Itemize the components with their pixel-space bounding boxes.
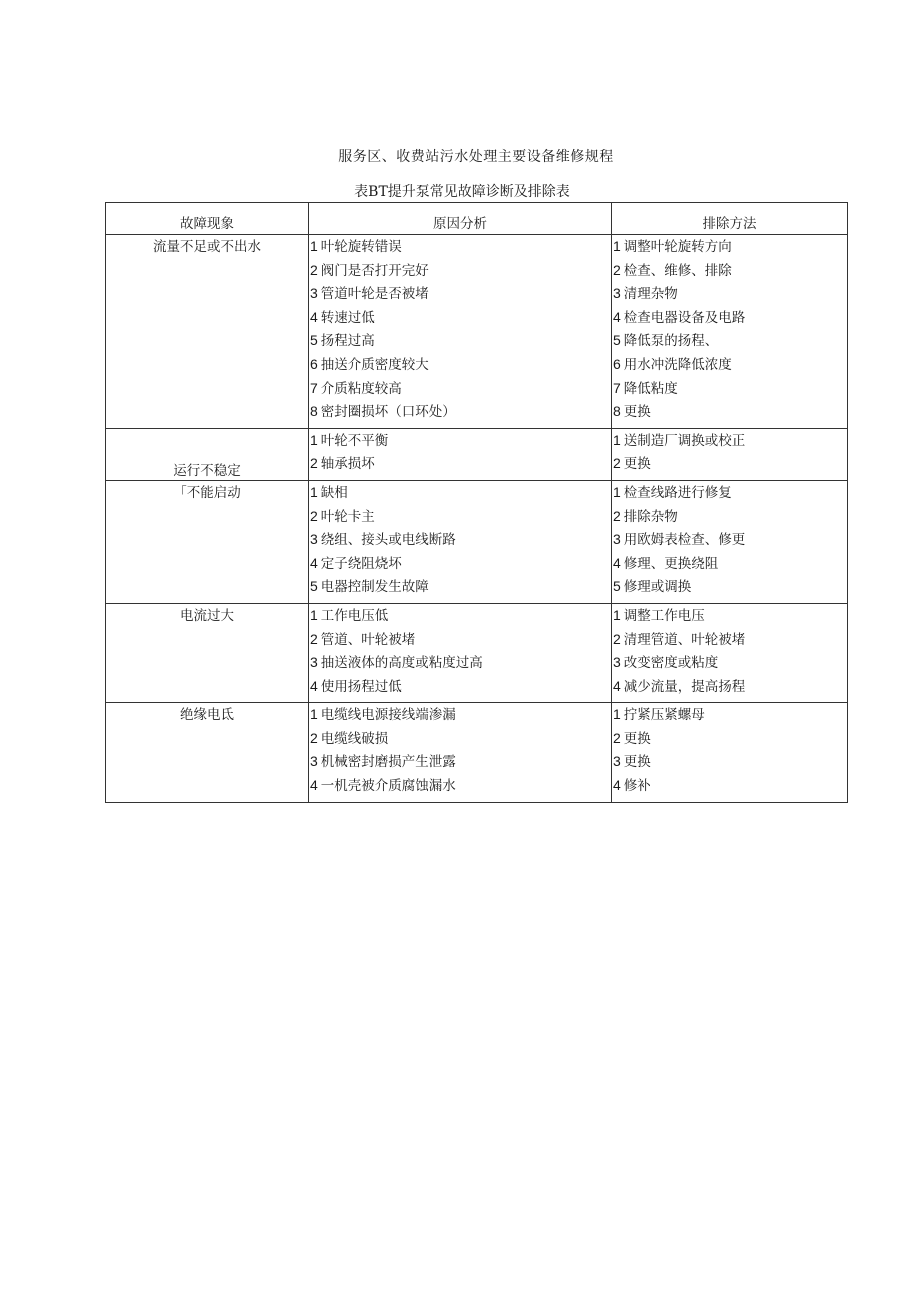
remedy-cell bbox=[612, 703, 848, 802]
remedy-list bbox=[612, 481, 847, 603]
list-item: 1 检查线路进行修复 bbox=[613, 483, 732, 501]
list-item: 3 更换 bbox=[613, 753, 651, 771]
header-remedy: 排除方法 bbox=[612, 203, 848, 235]
cause-list bbox=[309, 703, 611, 801]
symptom-cell: 流量不足或不出水 bbox=[106, 235, 309, 429]
table-row bbox=[106, 703, 848, 802]
list-item: 1 叶轮旋转错误 bbox=[310, 238, 402, 255]
fault-diagnosis-table bbox=[105, 202, 848, 803]
list-item: 3 机械密封磨损产生泄露 bbox=[310, 753, 456, 771]
table-header-row bbox=[106, 203, 848, 235]
symptom-cell: 绝缘电氐 bbox=[106, 703, 309, 802]
remedy-cell bbox=[612, 235, 848, 429]
list-item: 3 改变密度或粘度 bbox=[613, 654, 719, 672]
list-item: 5 降低泵的扬程、 bbox=[613, 332, 719, 350]
list-item: 3 管道叶轮是否被堵 bbox=[310, 285, 429, 303]
table-caption: 表BT提升泵常见故障诊断及排除表 bbox=[354, 184, 570, 200]
list-item: 4 转速过低 bbox=[310, 308, 375, 326]
list-item: 4 检查电器设备及电路 bbox=[613, 308, 746, 326]
table-row bbox=[106, 603, 848, 702]
list-item: 3 清理杂物 bbox=[613, 285, 678, 303]
cause-cell bbox=[309, 480, 612, 603]
list-item: 2 清理管道、叶轮被堵 bbox=[613, 630, 746, 648]
list-item: 4 修理、更换绕阻 bbox=[613, 554, 719, 572]
remedy-cell bbox=[612, 603, 848, 702]
list-item: 4 定子绕阻烧坏 bbox=[310, 554, 402, 572]
remedy-list bbox=[612, 429, 847, 480]
document-title: 服务区、收费站污水处理主要设备维修规程 bbox=[338, 149, 614, 165]
table-row bbox=[106, 235, 848, 429]
list-item: 2 检查、维修、排除 bbox=[613, 261, 732, 279]
list-item: 1 电缆线电源接线端渗漏 bbox=[310, 706, 456, 724]
list-item: 1 调整叶轮旋转方向 bbox=[613, 238, 732, 255]
remedy-list bbox=[612, 703, 847, 801]
list-item: 5 电器控制发生故障 bbox=[310, 578, 429, 596]
list-item: 1 送制造厂调换或校正 bbox=[613, 431, 746, 449]
cause-list bbox=[309, 604, 611, 702]
list-item: 7 降低粘度 bbox=[613, 379, 678, 397]
header-symptom: 故障现象 bbox=[106, 203, 309, 235]
list-item: 3 绕组、接头或电线断路 bbox=[310, 531, 456, 549]
list-item: 8 更换 bbox=[613, 403, 651, 421]
list-item: 6 抽送介质密度较大 bbox=[310, 355, 429, 373]
list-item: 2 更换 bbox=[613, 455, 651, 473]
remedy-list bbox=[612, 235, 847, 428]
list-item: 5 扬程过高 bbox=[310, 332, 375, 350]
remedy-cell bbox=[612, 428, 848, 480]
header-cause: 原因分析 bbox=[309, 203, 612, 235]
list-item: 1 缺相 bbox=[310, 483, 348, 501]
list-item: 1 叶轮不平衡 bbox=[310, 431, 389, 449]
list-item: 3 用欧姆表检查、修更 bbox=[613, 531, 746, 549]
list-item: 1 工作电压低 bbox=[310, 606, 389, 624]
symptom-cell: 「不能启动 bbox=[106, 480, 309, 603]
list-item: 4 使用扬程过低 bbox=[310, 677, 402, 695]
list-item: 6 用水冲洗降低浓度 bbox=[613, 355, 732, 373]
list-item: 1 拧紧压紧螺母 bbox=[613, 706, 705, 724]
remedy-cell bbox=[612, 480, 848, 603]
cause-cell bbox=[309, 235, 612, 429]
list-item: 2 管道、叶轮被堵 bbox=[310, 630, 416, 648]
list-item: 1 调整工作电压 bbox=[613, 606, 705, 624]
list-item: 4 修补 bbox=[613, 777, 651, 795]
list-item: 5 修理或调换 bbox=[613, 578, 692, 596]
symptom-cell: 运行不稳定 bbox=[106, 428, 309, 480]
list-item: 2 阀门是否打开完好 bbox=[310, 261, 429, 279]
list-item: 8 密封圈损坏（口环处） bbox=[310, 403, 456, 421]
list-item: 2 轴承损坏 bbox=[310, 455, 375, 473]
list-item: 2 叶轮卡主 bbox=[310, 507, 375, 525]
table-row bbox=[106, 428, 848, 480]
list-item: 3 抽送液体的高度或粘度过高 bbox=[310, 654, 483, 672]
list-item: 7 介质粘度较高 bbox=[310, 379, 402, 397]
cause-cell bbox=[309, 703, 612, 802]
cause-list bbox=[309, 235, 611, 428]
cause-cell bbox=[309, 603, 612, 702]
cause-cell bbox=[309, 428, 612, 480]
cause-list bbox=[309, 481, 611, 603]
list-item: 2 排除杂物 bbox=[613, 507, 678, 525]
remedy-list bbox=[612, 604, 847, 702]
table-row bbox=[106, 480, 848, 603]
list-item: 2 电缆线破损 bbox=[310, 729, 389, 747]
list-item: 2 更换 bbox=[613, 729, 651, 747]
symptom-cell: 电流过大 bbox=[106, 603, 309, 702]
list-item: 4 一机壳被介质腐蚀漏水 bbox=[310, 777, 456, 795]
list-item: 4 减少流量，提高扬程 bbox=[613, 677, 746, 695]
cause-list bbox=[309, 429, 611, 480]
